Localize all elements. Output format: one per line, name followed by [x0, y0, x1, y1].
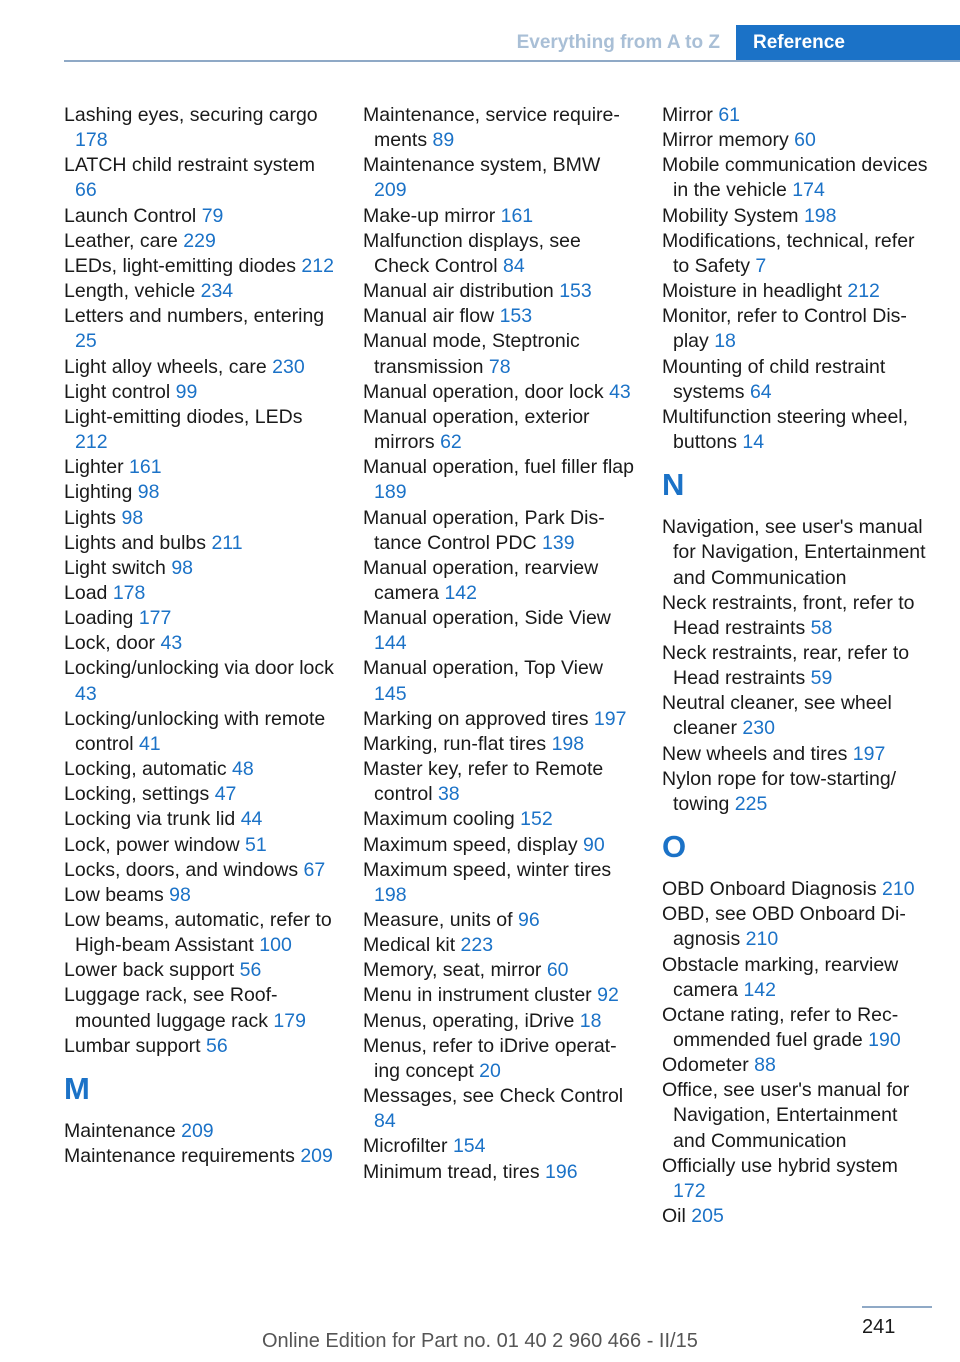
entry-term: Letters and numbers, entering [64, 305, 325, 328]
page-reference-link[interactable]: 210 [745, 928, 779, 951]
entry-term: Lashing eyes, securing cargo [64, 104, 318, 126]
entry-term: Lighting [64, 481, 133, 504]
entry-term: Light switch [64, 556, 166, 579]
page-reference-link[interactable]: 209 [300, 1145, 333, 1168]
entry-term: Lower back support [64, 959, 235, 982]
page-reference-link[interactable]: 79 [201, 204, 224, 227]
page-reference-link[interactable]: 47 [214, 783, 237, 806]
index-entry [64, 1144, 336, 1169]
index-entry [662, 279, 934, 304]
entry-term: Manual operation, door lock [363, 380, 604, 403]
page-reference-link[interactable]: 223 [460, 934, 494, 957]
entry-term: Monitor, refer to Control Display [662, 305, 907, 353]
index-entry [363, 732, 635, 757]
entry-term: Manual operation, rearview camera [363, 556, 599, 604]
page-reference-link[interactable]: 144 [374, 632, 407, 655]
page-reference-link[interactable]: 25 [75, 330, 97, 353]
index-entry [363, 455, 635, 505]
entry-term: Light control [64, 380, 171, 403]
index-entry [64, 1119, 336, 1144]
page-reference-link[interactable]: 92 [597, 984, 619, 1007]
entry-term: Manual operation, Park Distance Control PDC [363, 506, 605, 554]
page-reference-link[interactable]: 58 [810, 616, 833, 639]
page-reference-link[interactable]: 98 [171, 556, 194, 579]
entry-term: Menu in instrument cluster [363, 984, 592, 1007]
page-reference-link[interactable]: 7 [755, 254, 767, 277]
entry-term: Locking/unlocking with remote control [64, 707, 326, 755]
entry-term: Oil [662, 1205, 686, 1228]
entry-term: OBD Onboard Diagnosis [662, 878, 877, 901]
index-entry [64, 631, 336, 656]
index-column-3 [662, 103, 934, 1229]
index-entry [64, 883, 336, 908]
entry-term: Maintenance system, BMW [363, 154, 601, 177]
entry-term: Nylon rope for tow-starting/ towing [662, 767, 897, 815]
page-reference-link[interactable]: 98 [137, 481, 160, 504]
page-number: 241 [862, 1316, 896, 1338]
entry-term: Office, see user's manual for Navigation, Entertainment and Communication [662, 1079, 910, 1152]
entry-term: Maximum speed, winter tires [363, 858, 612, 881]
entry-term: Minimum tread, tires [363, 1160, 540, 1183]
entry-term: Locks, doors, and windows [64, 858, 299, 881]
index-entry [363, 506, 635, 556]
entry-term: Manual mode, Steptronic transmission [363, 330, 580, 378]
index-entry [363, 757, 635, 807]
page-reference-link[interactable]: 43 [75, 682, 97, 705]
index-column-1 [64, 103, 336, 1169]
entry-term: Lumbar support [64, 1034, 201, 1057]
page-reference-link[interactable]: 152 [520, 808, 553, 831]
index-entry [662, 515, 934, 590]
entry-term: Low beams [64, 883, 164, 906]
index-entry [662, 641, 934, 691]
entry-term: Malfunction displays, see Check Control [363, 229, 581, 277]
entry-term: Medical kit [363, 934, 456, 957]
page-reference-link[interactable]: 205 [691, 1205, 724, 1228]
entry-term: Maintenance [64, 1119, 176, 1142]
index-entry [64, 833, 336, 858]
page-reference-link[interactable]: 59 [810, 667, 833, 690]
entry-term: Locking via trunk lid [64, 808, 236, 831]
page-reference-link[interactable]: 89 [432, 129, 455, 152]
index-entry [363, 1160, 635, 1185]
index-entry [662, 355, 934, 405]
index-entry [662, 304, 934, 354]
index-letter-heading: N [662, 467, 685, 503]
entry-term: Modifications, technical, refer to Safety [662, 229, 915, 277]
entry-term: Master key, refer to Remote control [363, 758, 604, 806]
page-reference-link[interactable]: 178 [75, 129, 108, 152]
page-reference-link[interactable]: 179 [273, 1009, 306, 1032]
index-entry [64, 757, 336, 782]
page-reference-link[interactable]: 100 [259, 934, 292, 957]
index-entry [363, 1134, 635, 1159]
entry-term: Manual operation, Side View [363, 607, 611, 630]
page-reference-link[interactable]: 38 [437, 783, 460, 806]
index-entry [662, 1003, 934, 1053]
section-title: Everything from A to Z [516, 32, 720, 53]
page-reference-link[interactable]: 172 [673, 1179, 706, 1202]
entry-term: Manual operation, fuel filler flap [363, 456, 634, 479]
index-letter-heading: M [64, 1070, 90, 1106]
index-entry [64, 581, 336, 606]
entry-term: Moisture in headlight [662, 280, 842, 303]
page-reference-link[interactable]: 64 [749, 380, 772, 403]
index-entry [662, 742, 934, 767]
page-reference-link[interactable]: 18 [579, 1009, 602, 1032]
index-entry [363, 833, 635, 858]
index-entry [662, 902, 934, 952]
edition-text: Online Edition for Part no. 01 40 2 960 466 - II/15 [262, 1330, 698, 1352]
index-entry [363, 279, 635, 304]
page-reference-link[interactable]: 60 [794, 129, 816, 152]
index-entry [662, 767, 934, 817]
index-entry [363, 1034, 635, 1084]
entry-term: Length, vehicle [64, 280, 196, 303]
index-entry [662, 877, 934, 902]
entry-term: Maximum speed, display [363, 833, 578, 856]
entry-term: Mobility System [662, 204, 799, 227]
entry-term: Lights [64, 506, 117, 529]
index-entry [64, 958, 336, 983]
index-entry [662, 229, 934, 279]
index-entry [64, 606, 336, 631]
entry-term: Octane rating, refer to Recommended fuel grade [662, 1003, 899, 1051]
entry-term: Lock, door [64, 632, 156, 655]
index-entry [363, 556, 635, 606]
entry-term: Measure, units of [363, 909, 513, 931]
entry-term: Light alloy wheels, care [64, 355, 267, 378]
entry-term: Maximum cooling [363, 808, 515, 831]
entry-term: Maintenance requirements [64, 1145, 295, 1168]
entry-term: Mirror [662, 104, 713, 126]
entry-term: Make-up mirror [363, 204, 496, 227]
index-entry [363, 153, 635, 203]
entry-term: Lighter [64, 456, 124, 479]
entry-term: Menus, refer to iDrive operating concept [363, 1034, 617, 1082]
entry-term: Locking, settings [64, 783, 210, 806]
page-reference-link[interactable]: 84 [502, 254, 525, 277]
page-reference-link[interactable]: 210 [882, 878, 915, 901]
index-entry [363, 983, 635, 1008]
page-reference-link[interactable]: 190 [868, 1029, 901, 1051]
entry-term: Mobile communication devices in the vehicle [662, 154, 928, 202]
page-reference-link[interactable]: 161 [129, 456, 162, 479]
index-entry [363, 958, 635, 983]
page-header [64, 25, 960, 61]
page-reference-link[interactable]: 189 [374, 481, 407, 504]
index-entry [662, 103, 934, 128]
page-reference-link[interactable]: 44 [240, 808, 263, 831]
index-entry [64, 656, 336, 706]
index-entry [64, 782, 336, 807]
index-entry [363, 656, 635, 706]
page-reference-link[interactable]: 142 [444, 581, 477, 604]
index-letter-heading: O [662, 829, 687, 865]
entry-term: Mirror memory [662, 129, 789, 152]
index-entry [363, 405, 635, 455]
index-column-2 [363, 103, 635, 1185]
page-reference-link[interactable]: 56 [206, 1034, 228, 1057]
index-entry [363, 933, 635, 958]
index-entry [662, 1078, 934, 1153]
page-reference-link[interactable]: 145 [374, 682, 407, 705]
page-reference-link[interactable]: 98 [169, 883, 191, 906]
header-rule [64, 60, 960, 62]
index-entry [363, 1084, 635, 1134]
index-entry [64, 455, 336, 480]
entry-term: Microfilter [363, 1135, 448, 1158]
page-reference-link[interactable]: 18 [714, 330, 736, 353]
entry-term: Launch Control [64, 204, 197, 227]
page-reference-link[interactable]: 196 [545, 1160, 578, 1183]
index-entry [64, 355, 336, 380]
page-reference-link[interactable]: 212 [847, 280, 880, 303]
index-entry [64, 480, 336, 505]
entry-term: LEDs, light-emitting diodes [64, 254, 296, 277]
page-reference-link[interactable]: 197 [852, 742, 886, 765]
page-reference-link[interactable]: 98 [121, 506, 144, 529]
index-entry [64, 229, 336, 254]
entry-term: Neck restraints, front, refer to Head restraints [662, 591, 915, 639]
page-reference-link[interactable]: 67 [303, 858, 326, 881]
page-reference-link[interactable]: 209 [374, 179, 407, 202]
page-reference-link[interactable]: 212 [301, 254, 334, 277]
page-reference-link[interactable]: 60 [546, 959, 569, 982]
index-entry [662, 591, 934, 641]
page-reference-link[interactable]: 211 [211, 531, 243, 554]
index-entry [64, 531, 336, 556]
entry-term: Luggage rack, see Roof-mounted luggage rack [64, 984, 278, 1032]
page-reference-link[interactable]: 198 [374, 883, 407, 906]
page-reference-link[interactable]: 90 [583, 833, 605, 856]
entry-term: Manual operation, exterior mirrors [363, 405, 590, 454]
entry-term: Maintenance, service requirements [363, 104, 620, 152]
index-entry [64, 807, 336, 832]
entry-term: Load [64, 581, 108, 604]
entry-term: Low beams, automatic, refer to High-beam Assistant [64, 909, 332, 957]
page-reference-link[interactable]: 153 [559, 280, 592, 303]
index-entry [363, 380, 635, 405]
page-reference-link[interactable]: 209 [181, 1119, 214, 1142]
entry-term: Lock, power window [64, 833, 240, 856]
page-reference-link[interactable]: 56 [239, 959, 262, 982]
page-reference-link[interactable]: 43 [160, 632, 183, 655]
entry-term: Manual air flow [363, 305, 495, 328]
page-reference-link[interactable]: 96 [518, 909, 540, 931]
page-reference-link[interactable]: 212 [75, 431, 108, 454]
page-reference-link[interactable]: 142 [743, 978, 776, 1001]
page-reference-link[interactable]: 161 [500, 204, 534, 227]
index-entry [64, 983, 336, 1033]
index-entry [363, 908, 635, 933]
index-entry [64, 204, 336, 229]
footer-rule [862, 1306, 932, 1308]
page-reference-link[interactable]: 48 [232, 758, 254, 781]
page-reference-link[interactable]: 178 [112, 581, 146, 604]
page-reference-link[interactable]: 177 [138, 607, 172, 630]
index-entry [363, 204, 635, 229]
index-entry [662, 128, 934, 153]
page-reference-link[interactable]: 234 [200, 280, 234, 303]
index-entry [64, 103, 336, 153]
entry-term: Neutral cleaner, see wheel cleaner [662, 692, 892, 740]
entry-term: Manual air distribution [363, 280, 554, 303]
entry-term: LATCH child restraint system [64, 154, 316, 177]
page-reference-link[interactable]: 174 [792, 179, 825, 202]
entry-term: Marking, run-flat tires [363, 732, 547, 755]
index-entry [363, 858, 635, 908]
page-reference-link[interactable]: 61 [718, 104, 741, 126]
page-reference-link[interactable]: 154 [452, 1135, 486, 1158]
index-entry [662, 153, 934, 203]
index-entry [363, 229, 635, 279]
index-entry [363, 329, 635, 379]
page-reference-link[interactable]: 88 [754, 1054, 776, 1077]
entry-term: Officially use hybrid system [662, 1154, 898, 1177]
entry-term: Marking on approved tires [363, 707, 589, 730]
index-entry [363, 103, 635, 153]
index-entry [64, 279, 336, 304]
page-reference-link[interactable]: 51 [245, 833, 267, 856]
index-entry [662, 691, 934, 741]
reference-tab: Reference [736, 25, 960, 61]
index-entry [363, 707, 635, 732]
index-entry [64, 707, 336, 757]
entry-term: Odometer [662, 1054, 749, 1077]
entry-term: Menus, operating, iDrive [363, 1009, 575, 1032]
page-reference-link[interactable]: 14 [742, 431, 765, 454]
index-entry [662, 1154, 934, 1204]
index-entry [662, 1204, 934, 1229]
page-reference-link[interactable]: 66 [75, 179, 97, 202]
page-reference-link[interactable]: 197 [593, 707, 627, 730]
index-entry [662, 405, 934, 455]
page-reference-link[interactable]: 139 [542, 531, 575, 554]
page-reference-link[interactable]: 99 [175, 380, 198, 403]
entry-term: Locking, automatic [64, 758, 227, 781]
page-reference-link[interactable]: 78 [488, 355, 511, 378]
index-entry [64, 858, 336, 883]
entry-term: Loading [64, 607, 134, 630]
entry-term: Light-emitting diodes, LEDs [64, 405, 303, 428]
entry-term: OBD, see OBD Onboard Diagnosis [662, 903, 906, 951]
page-reference-link[interactable]: 62 [440, 431, 462, 454]
index-entry [662, 1053, 934, 1078]
entry-term: Neck restraints, rear, refer to Head restraints [662, 641, 910, 690]
entry-term: Manual operation, Top View [363, 657, 603, 680]
page-reference-link[interactable]: 198 [551, 732, 585, 755]
index-entry [64, 405, 336, 455]
page-reference-link[interactable]: 225 [734, 792, 768, 815]
page-reference-link[interactable]: 84 [374, 1110, 396, 1133]
entry-term: Multifunction steering wheel, buttons [662, 405, 909, 454]
index-entry [363, 1009, 635, 1034]
index-entry [662, 204, 934, 229]
entry-term: Mounting of child restraint systems [662, 355, 886, 403]
index-entry [64, 556, 336, 581]
entry-term: Memory, seat, mirror [363, 959, 542, 982]
entry-term: Messages, see Check Control [363, 1085, 624, 1108]
page-reference-link[interactable]: 153 [499, 305, 533, 328]
page-reference-link[interactable]: 198 [803, 204, 837, 227]
index-entry [363, 807, 635, 832]
index-entry [363, 606, 635, 656]
page-reference-link[interactable]: 20 [479, 1059, 501, 1082]
page-reference-link[interactable]: 230 [272, 355, 305, 378]
page-reference-link[interactable]: 229 [183, 229, 216, 252]
index-entry [662, 953, 934, 1003]
page-reference-link[interactable]: 41 [138, 732, 161, 755]
index-entry [64, 380, 336, 405]
entry-term: Lights and bulbs [64, 531, 207, 554]
index-entry [64, 254, 336, 279]
entry-term: Obstacle marking, rearview camera [662, 953, 899, 1001]
index-entry [64, 304, 336, 354]
entry-term: Locking/unlocking via door lock [64, 657, 334, 680]
entry-term: New wheels and tires [662, 742, 848, 765]
index-entry [363, 304, 635, 329]
entry-term: Leather, care [64, 229, 178, 252]
index-entry [64, 506, 336, 531]
entry-term: Navigation, see user's manual for Navigation, Entertainment and Communication [662, 516, 926, 589]
index-entry [64, 1034, 336, 1059]
page-reference-link[interactable]: 230 [742, 717, 775, 740]
index-entry [64, 153, 336, 203]
index-entry [64, 908, 336, 958]
page-reference-link[interactable]: 43 [609, 380, 631, 403]
